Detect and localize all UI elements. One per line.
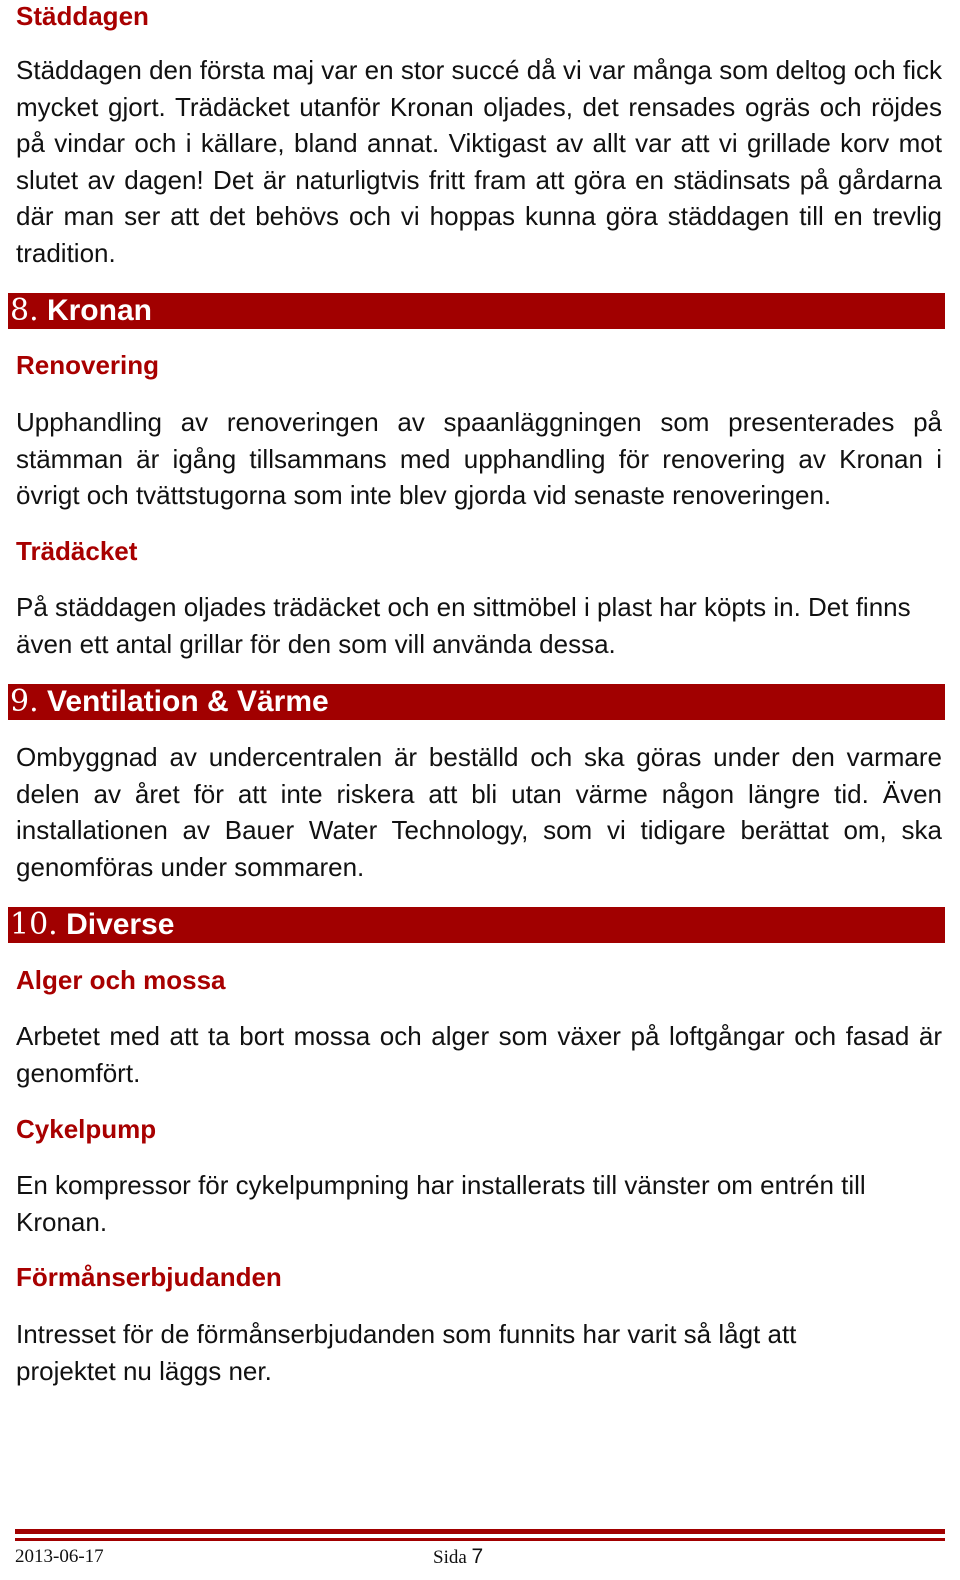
subheading-staddagen: Städdagen bbox=[16, 1, 149, 31]
subheading-renovering: Renovering bbox=[16, 350, 160, 380]
section-number: 8. bbox=[10, 293, 39, 328]
footer-date: 2013-06-17 bbox=[15, 1546, 104, 1567]
section-header-diverse bbox=[8, 907, 945, 943]
subheading-cykelpump: Cykelpump bbox=[16, 1114, 157, 1144]
subheading-formaner: Förmånserbjudanden bbox=[16, 1262, 282, 1292]
page-number: 7 bbox=[471, 1545, 484, 1568]
paragraph-renovering: Upphandling av renoveringen av spaanläggningen som presenterades på stämman är igång tillsammans med upphandling för renovering av Kronan i övrigt och tvättstugorna som inte blev gjorda vid senaste renoveringen. bbox=[16, 407, 942, 510]
page-label: Sida bbox=[433, 1547, 467, 1568]
footer-page bbox=[433, 1546, 483, 1569]
section-title: Ventilation & Värme bbox=[46, 685, 329, 718]
paragraph-formaner: Intresset för de förmånserbjudanden som funnits har varit så lågt att projektet nu läggs ner. bbox=[16, 1319, 797, 1386]
section-header-ventilation bbox=[8, 684, 945, 720]
footer-rule-thin bbox=[15, 1538, 945, 1541]
paragraph-ventilation: Ombyggnad av undercentralen är beställd och ska göras under den varmare delen av året för att inte riskera att bli utan värme någon längre tid. Även installationen av Bauer Water Technology, som vi tidigare berättat om, ska genomföras under sommaren. bbox=[16, 742, 942, 882]
section-title: Kronan bbox=[46, 294, 152, 327]
subheading-alger: Alger och mossa bbox=[16, 965, 226, 995]
paragraph-staddagen: Städdagen den första maj var en stor succé då vi var många som deltog och fick mycket gjort. Trädäcket utanför Kronan oljades, det rensades ogräs och röjdes på vindar och i källare, bland annat. Viktigast av allt var att vi grillade korv mot slutet av dagen! Det är naturligtvis fritt fram att göra en städinsats på gårdarna där man ser att det behövs och vi hoppas kunna göra städdagen till en trevlig tradition. bbox=[16, 55, 942, 268]
footer-rule-thick bbox=[15, 1529, 945, 1534]
section-number: 9. bbox=[10, 684, 39, 719]
section-title: Diverse bbox=[66, 908, 175, 941]
subheading-tradacket: Trädäcket bbox=[16, 536, 138, 566]
section-header-kronan bbox=[8, 293, 945, 329]
paragraph-alger: Arbetet med att ta bort mossa och alger som växer på loftgångar och fasad är genomfört. bbox=[16, 1021, 942, 1088]
paragraph-tradacket: På städdagen oljades trädäcket och en sittmöbel i plast har köpts in. Det finns även ett antal grillar för den som vill använda dessa. bbox=[16, 592, 911, 659]
section-number: 10. bbox=[10, 907, 58, 942]
paragraph-cykelpump: En kompressor för cykelpumpning har installerats till vänster om entrén till Kronan. bbox=[16, 1170, 866, 1237]
